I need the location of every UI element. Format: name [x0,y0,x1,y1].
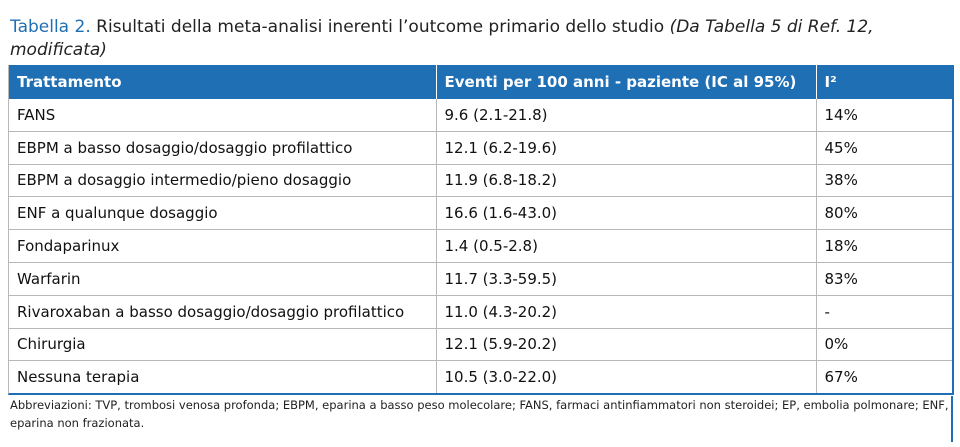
header-events: Eventi per 100 anni - paziente (IC al 95%) [436,65,816,99]
cell-treatment: Chirurgia [9,328,436,361]
results-table-container [8,65,954,395]
cell-events: 16.6 (1.6-43.0) [436,197,816,230]
cell-events: 11.7 (3.3-59.5) [436,262,816,295]
cell-events: 9.6 (2.1-21.8) [436,99,816,131]
caption-source: (Da Tabella 5 di Ref. 12, modificata) [10,17,874,60]
table-row [9,262,952,295]
cell-events: 12.1 (6.2-19.6) [436,131,816,164]
cell-treatment: Warfarin [9,262,436,295]
cell-treatment: Rivaroxaban a basso dosaggio/dosaggio profilattico [9,295,436,328]
table-row [9,131,952,164]
cell-treatment: Fondaparinux [9,230,436,263]
cell-treatment: Nessuna terapia [9,361,436,393]
cell-events: 1.4 (0.5-2.8) [436,230,816,263]
cell-i2: 45% [816,131,952,164]
table-row [9,328,952,361]
cell-i2: 18% [816,230,952,263]
table-row [9,295,952,328]
cell-i2: 14% [824,105,858,124]
results-table [9,65,952,393]
cell-events: 10.5 (3.0-22.0) [436,361,816,393]
cell-events: 11.9 (6.8-18.2) [436,164,816,197]
table-row [9,164,952,197]
table-row [9,197,952,230]
header-i2: I² [816,65,952,99]
table-caption [10,16,955,62]
table-body [9,99,952,393]
cell-i2: 80% [816,197,952,230]
table-row [9,99,952,131]
abbreviations-footnote: Abbreviazioni: TVP, trombosi venosa profonda; EBPM, eparina a basso peso molecolare; FANS, farmaci antinfiammatori non steroidei; EP, embolia polmonare; ENF, eparina non frazionata. [8,396,953,442]
cell-treatment: ENF a qualunque dosaggio [9,197,436,230]
table-row [9,230,952,263]
caption-label: Tabella 2. [10,17,91,37]
header-treatment: Trattamento [9,65,436,99]
cell-i2: - [816,295,952,328]
cell-treatment: FANS [9,99,436,131]
cell-treatment: EBPM a dosaggio intermedio/pieno dosaggio [9,164,436,197]
cell-treatment: EBPM a basso dosaggio/dosaggio profilattico [9,131,436,164]
cell-events: 12.1 (5.9-20.2) [436,328,816,361]
caption-text: Risultati della meta-analisi inerenti l’outcome primario dello studio [96,17,665,37]
table-header-row [9,65,952,99]
table-row [9,361,952,393]
cell-i2: 83% [816,262,952,295]
cell-i2: 0% [816,328,952,361]
cell-i2: 67% [816,361,952,393]
cell-events: 11.0 (4.3-20.2) [436,295,816,328]
cell-i2: 38% [816,164,952,197]
